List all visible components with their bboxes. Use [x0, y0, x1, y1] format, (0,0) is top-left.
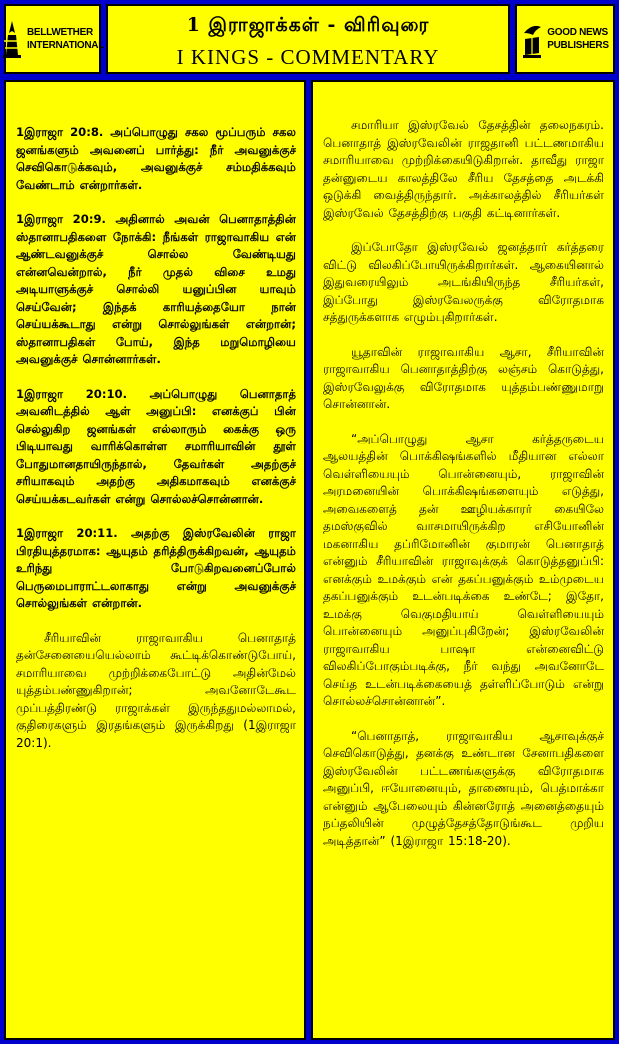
scripture-quote: “பெனாதாத், ராஜாவாகிய ஆசாவுக்குச் செவிகொடுத்து, தனக்கு உண்டான சேனாபதிகளை இஸ்ரவேலின் பட்டணங்களுக்கு விரோதமாக அனுப்பி, ஈயோனையும், தாணையும், பெத்மாக்கா என்னும் ஆபேலையும் கின்னரோத் அனைத்தையும் நப்தலியின் முழுத்தேசத்தோடுங்கூட முறிய அடித்தான்” (1இராஜா 15:18-20). — [323, 728, 604, 848]
scripture-quote: “அப்பொழுது ஆசா கர்த்தருடைய ஆலயத்தின் பொக்கிஷங்களில் மீதியான எல்லா வெள்ளியையும் பொன்னையும், ராஜாவின் அரமனையின் பொக்கிஷங்களையும் எடுத்து, அவைகளைத் தன் ஊழியக்காரர் கையிலே தமஸ்குவில் வாசமாயிருக்கிற எசியோனின் மகனாகிய தப்ரிமோனின் குமாரன் பெனாதாத் என்னும் சீரியாவின் ராஜாவுக்குக் கொடுத்தனுப்பி: எனக்கும் உமக்கும் என் தகப்பனுக்கும் உம்முடைய தகப்பனுக்கும் உடன்படிக்கை உண்டே; இதோ, உமக்கு வெகுமதியாய் வெள்ளியையும் பொன்னையும் அனுப்புகிறேன்; இஸ்ரவேலின் ராஜாவாகிய பாஷா என்னைவிட்டு விலகிப்போகும்படிக்கு, நீர் வந்து அவனோடே செய்த உடன்படிக்கையைத் தள்ளிப்போடும் என்று சொல்லச்சொன்னான்”. — [323, 431, 604, 708]
commentary-paragraph: இப்போதோ இஸ்ரவேல் ஜனத்தார் கர்த்தரை விட்டு விலகிப்போயிருக்கிறார்கள். ஆகையினால் இதுவரையிலும் அடங்கியிருந்த சீரியர்கள், இப்போது இஸ்ரவேலருக்கு விரோதமாக சத்துருக்களாக எழும்புகிறார்கள். — [323, 240, 604, 324]
title-tamil: 1 இராஜாக்கள் - விரிவுரை — [186, 14, 430, 36]
right-logo-line1: GOOD NEWS — [547, 27, 608, 38]
verse-20-9: 1இராஜா 20:9. அதினால் அவன் பெனாதாத்தின் ஸ்தானாபதிகளை நோக்கி: நீங்கள் ராஜாவாகிய என் ஆண்டவனுக்குச் சொல்ல வேண்டியது என்னவென்றால், நீர் முதல் விசை உமது அடியாளுக்குச் சொல்லி யனுப்பின யாவும் செய்வேன்; இந்தக் காரியத்தையோ நான் செய்யக்கூடாது என்று சொல்லுங்கள் என்றான்; ஸ்தானாபதிகள் போய், இந்த மறுமொழியை அவனுக்குச் சொன்னார்கள். — [16, 212, 296, 366]
right-column — [311, 80, 615, 1040]
title-english: I KINGS - COMMENTARY — [176, 45, 440, 69]
left-logo-line2: INTERNATIONAL — [26, 40, 105, 51]
publisher-logo-left — [4, 4, 105, 74]
right-logo-line2: PUBLISHERS — [547, 40, 609, 51]
verse-20-11: 1இராஜா 20:11. அதற்கு இஸ்ரவேலின் ராஜா பிரதியுத்தரமாக: ஆயுதம் தரித்திருக்கிறவன், ஆயுதம் உரிந்து போடுகிறவனைப்போல் பெருமைபாராட்டலாகாது என்று அவனுக்குச் சொல்லுங்கள் என்றான். — [16, 526, 296, 610]
dove-book-icon — [521, 19, 543, 59]
commentary-paragraph: யூதாவின் ராஜாவாகிய ஆசா, சீரியாவின் ராஜாவாகிய பெனாதாத்திற்கு லஞ்சம் கொடுத்து, இஸ்ரவேலுக்கு விரோதமாக யுத்தம்பண்ணுமாறு சொன்னான். — [323, 344, 604, 411]
publisher-logo-right — [515, 4, 615, 74]
verse-20-10: 1இராஜா 20:10. அப்பொழுது பெனாதாத் அவனிடத்தில் ஆள் அனுப்பி: எனக்குப் பின் செல்லுகிற ஜனங்கள் எல்லாரும் கைக்கு ஒரு பிடியாவது வாரிக்கொள்ள சமாரியாவின் தூள் போதுமானதாயிருந்தால், தேவர்கள் அதற்குச் சரியாகவும் அதற்கு அதிகமாகவும் எனக்குச் செய்யக்கடவர்கள் என்று சொல்லச்சொன்னான். — [16, 386, 296, 506]
commentary-paragraph: சீரியாவின் ராஜாவாகிய பெனாதாத் தன்சேனையையெல்லாம் கூட்டிக்கொண்டுபோய், சமாரியாவை முற்றிக்கைபோட்டு அதின்மேல் யுத்தம்பண்ணுகிறான்; அவனோடேகூட முப்பத்திரண்டு ராஜாக்கள் இருந்ததுமல்லாமல், குதிரைகளும் இரதங்களும் இருக்கிறது (1இராஜா 20:1). — [16, 630, 296, 750]
page-header — [106, 4, 510, 74]
left-logo-line1: BELLWETHER — [26, 27, 93, 38]
verse-20-8: 1இராஜா 20:8. அப்பொழுது சகல மூப்பரும் சகல ஜனங்களும் அவனைப் பார்த்து: நீர் அவனுக்குச் செவிகொடுக்கவும், அவனுக்குச் சம்மதிக்கவும் வேண்டாம் என்றார்கள். — [16, 125, 296, 192]
compass-tower-icon — [1, 19, 23, 59]
left-column — [4, 80, 306, 1040]
commentary-paragraph: சமாரியா இஸ்ரவேல் தேசத்தின் தலைநகரம். பெனாதாத் இஸ்ரவேலின் ராஜதானி பட்டணமாகிய சமாரியாவை முற்றிக்கையிடுகிறான். தாவீது ராஜா தன்னுடைய காலத்திலே சீரிய தேசத்தை அடக்கி ஒடுக்கி வைத்திருந்தார். அக்காலத்தில் சீரியர்கள் இஸ்ரவேல் தேசத்திற்கு பகுதி கட்டினார்கள். — [323, 118, 604, 220]
